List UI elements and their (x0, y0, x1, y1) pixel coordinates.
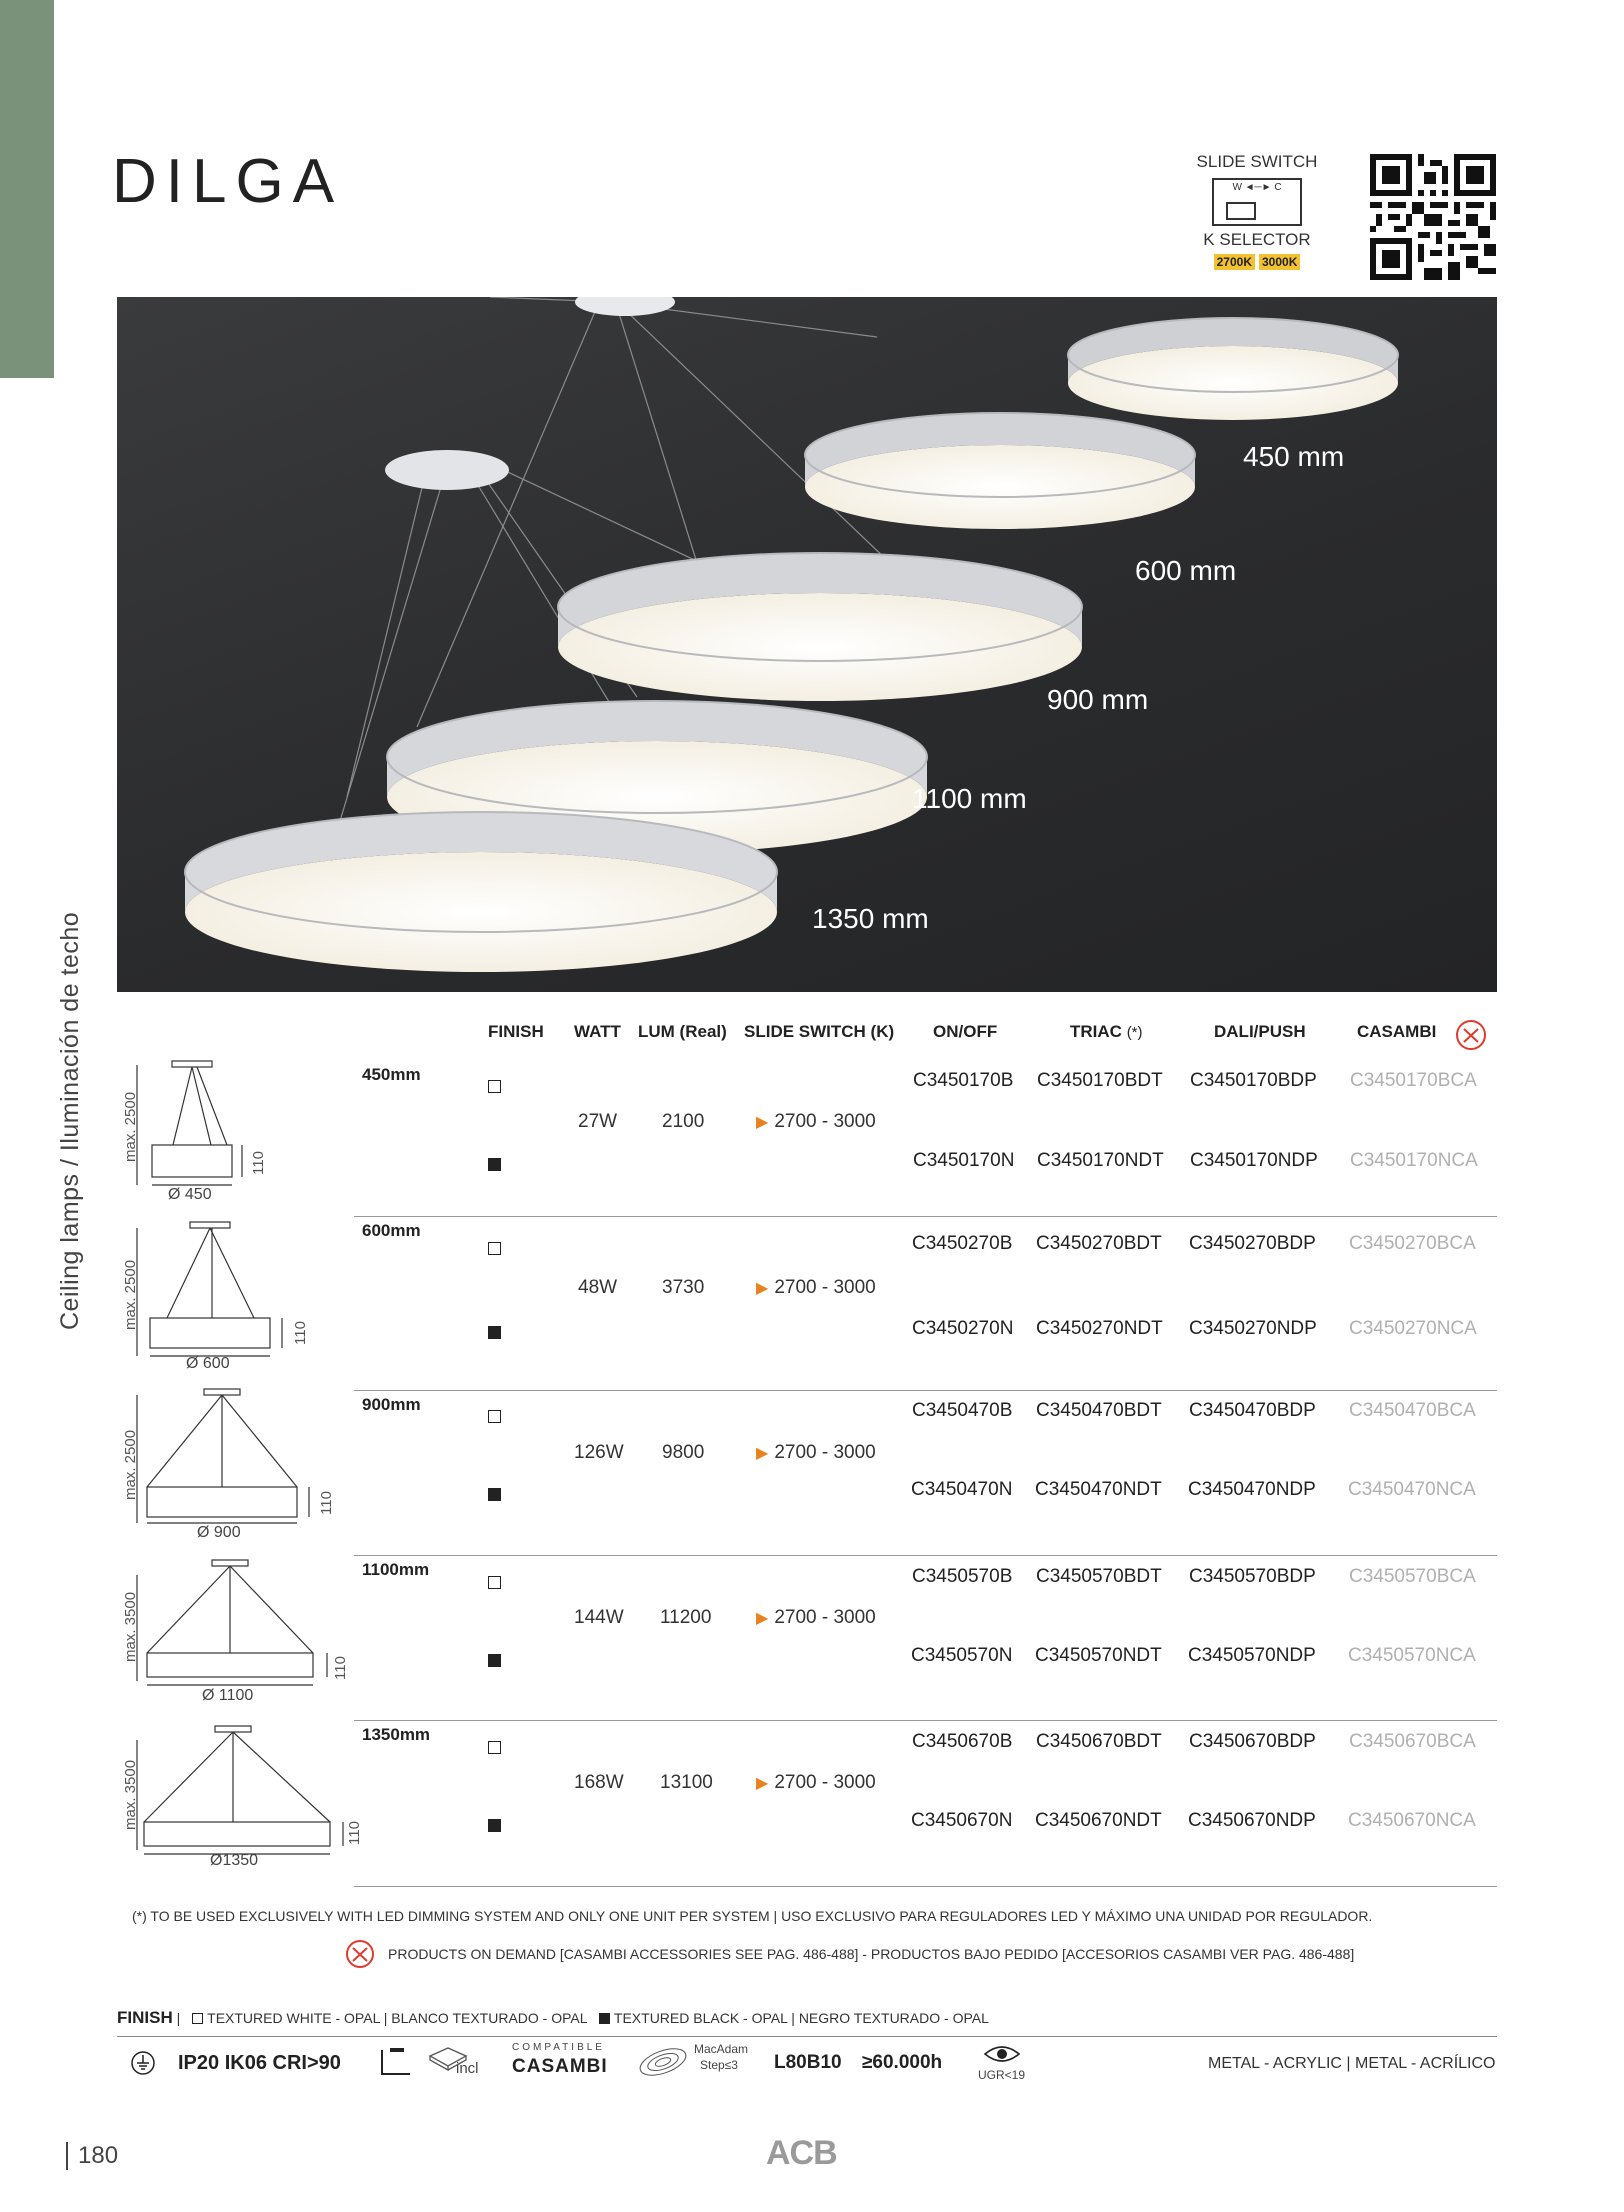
finish-black-icon (488, 1654, 501, 1667)
finish-white-icon (488, 1410, 501, 1423)
header-lum: LUM (Real) (638, 1022, 727, 1041)
diagram-max-label: max. 2500 (122, 1259, 139, 1330)
incl-label: incl (456, 2060, 479, 2077)
code-triac-black: C3450670NDT (1035, 1810, 1162, 1831)
row-size-900: 900mm (362, 1395, 421, 1414)
lum-value: 13100 (660, 1772, 713, 1793)
dimension-diagram-1100 (117, 1555, 367, 1695)
range-label: 2700 - 3000 (774, 1772, 876, 1793)
surface-mount-icon (380, 2046, 412, 2078)
k-badge-3000: 3000K (1259, 254, 1300, 270)
code-triac-white: C3450270BDT (1036, 1233, 1162, 1254)
header-casambi: CASAMBI (1357, 1022, 1437, 1041)
section-title: Ceiling lamps / Iluminación de techo (56, 911, 84, 1330)
triangle-right-icon: ▶ (756, 1610, 769, 1627)
diagram-max-label: max. 2500 (122, 1091, 139, 1162)
code-triac-black: C3450470NDT (1035, 1479, 1162, 1500)
qr-code-icon[interactable] (1370, 154, 1496, 280)
lum-value: 3730 (662, 1277, 705, 1298)
watt-value: 27W (578, 1111, 618, 1132)
header-slide-switch: SLIDE SWITCH (K) (744, 1022, 895, 1041)
range-label: 2700 - 3000 (774, 1442, 876, 1463)
code-casambi-white: C3450670BCA (1349, 1731, 1476, 1752)
code-onoff-white: C3450470B (912, 1400, 1013, 1421)
range-value (756, 1607, 876, 1629)
dimension-diagram-450 (117, 1055, 337, 1200)
finish-white-icon (488, 1080, 501, 1093)
eye-icon (982, 2042, 1022, 2066)
diagram-diameter-label: Ø 900 (197, 1524, 241, 1541)
code-casambi-black: C3450670NCA (1348, 1810, 1476, 1831)
finish-legend: FINISH | TEXTURED WHITE - OPAL | BLANCO TEXTURADO - OPAL TEXTURED BLACK - OPAL | NEGRO TEXTURADO - OPAL (117, 2008, 989, 2027)
code-onoff-white: C3450570B (912, 1566, 1013, 1587)
product-title: DILGA (112, 147, 344, 216)
spec-divider (117, 2036, 1497, 2037)
lum-value: 11200 (660, 1607, 712, 1628)
dimension-diagram-1350 (117, 1720, 377, 1865)
code-triac-white: C3450670BDT (1036, 1731, 1162, 1752)
photo-label-1350: 1350 mm (812, 903, 929, 934)
code-onoff-white: C3450270B (912, 1233, 1013, 1254)
code-dali-black: C3450570NDP (1188, 1645, 1316, 1666)
header-finish: FINISH (488, 1022, 544, 1041)
watt-value: 126W (574, 1442, 624, 1463)
watt-value: 168W (574, 1772, 624, 1793)
code-casambi-white: C3450270BCA (1349, 1233, 1476, 1254)
compatible-label: COMPATIBLE (512, 2042, 605, 2053)
code-casambi-white: C3450570BCA (1349, 1566, 1476, 1587)
code-dali-black: C3450170NDP (1190, 1150, 1318, 1171)
page-number: 180 (66, 2142, 118, 2170)
code-casambi-black: C3450570NCA (1348, 1645, 1476, 1666)
range-value (756, 1772, 876, 1794)
macadam-step: Step≤3 (700, 2058, 738, 2072)
switch-knob-icon (1226, 202, 1256, 220)
code-dali-white: C3450170BDP (1190, 1070, 1317, 1091)
diagram-diameter-label: Ø1350 (210, 1852, 259, 1869)
black-square-icon (599, 2013, 610, 2024)
casambi-on-demand-icon (1454, 1018, 1488, 1052)
casambi-note: PRODUCTS ON DEMAND [CASAMBI ACCESSORIES SEE PAG. 486-488] - PRODUCTOS BAJO PEDIDO [ACCESORIOS CASAMBI VER PAG. 486-488] (388, 1946, 1355, 1962)
on-demand-icon (344, 1938, 376, 1970)
header-triac-label: TRIAC (1070, 1022, 1122, 1041)
triangle-right-icon: ▶ (756, 1280, 769, 1297)
code-dali-white: C3450270BDP (1189, 1233, 1316, 1254)
code-triac-black: C3450170NDT (1037, 1150, 1164, 1171)
row-size-1100: 1100mm (362, 1560, 430, 1579)
casambi-logo: CASAMBI (512, 2056, 608, 2077)
k-badge-2700: 2700K (1214, 254, 1255, 270)
finish-legend-label: FINISH (117, 2008, 173, 2027)
photo-label-450: 450 mm (1243, 441, 1345, 472)
wc-label: W ◄─► C (1232, 182, 1282, 193)
diagram-diameter-label: Ø 450 (168, 1186, 212, 1203)
diagram-height-label: 110 (318, 1491, 335, 1515)
header-watt: WATT (574, 1022, 621, 1041)
code-dali-white: C3450670BDP (1189, 1731, 1316, 1752)
range-label: 2700 - 3000 (774, 1277, 876, 1298)
header-triac-mark: (*) (1126, 1024, 1143, 1041)
row-size-600: 600mm (362, 1221, 421, 1240)
diagram-diameter-label: Ø 1100 (202, 1687, 254, 1704)
photo-label-600: 600 mm (1135, 555, 1237, 586)
diagram-diameter-label: Ø 600 (186, 1355, 230, 1372)
code-triac-white: C3450170BDT (1037, 1070, 1163, 1091)
code-casambi-black: C3450170NCA (1350, 1150, 1478, 1171)
finish-black-text: TEXTURED BLACK - OPAL | NEGRO TEXTURADO - OPAL (613, 2010, 989, 2026)
header-triac (1070, 1022, 1143, 1042)
code-triac-black: C3450570NDT (1035, 1645, 1162, 1666)
code-onoff-black: C3450670N (911, 1810, 1013, 1831)
triangle-right-icon: ▶ (756, 1445, 769, 1462)
range-value (756, 1111, 876, 1133)
diagram-height-label: 110 (292, 1321, 309, 1345)
row-size-450: 450mm (362, 1065, 421, 1084)
code-casambi-black: C3450270NCA (1349, 1318, 1477, 1339)
finish-white-icon (488, 1741, 501, 1754)
triangle-right-icon: ▶ (756, 1114, 769, 1131)
row-divider (354, 1555, 1497, 1556)
code-onoff-black: C3450170N (913, 1150, 1015, 1171)
code-triac-white: C3450570BDT (1036, 1566, 1162, 1587)
photo-label-900: 900 mm (1047, 684, 1149, 715)
ugr-label: UGR<19 (978, 2068, 1026, 2082)
macadam-icon (636, 2042, 690, 2082)
code-dali-white: C3450470BDP (1189, 1400, 1316, 1421)
rings-illustration (117, 297, 1497, 992)
lum-value: 9800 (662, 1442, 705, 1463)
diagram-max-label: max. 3500 (122, 1591, 139, 1662)
code-dali-black: C3450470NDP (1188, 1479, 1316, 1500)
code-onoff-black: C3450470N (911, 1479, 1013, 1500)
earth-ground-icon (130, 2050, 156, 2076)
diagram-height-label: 110 (346, 1821, 363, 1845)
code-casambi-white: C3450470BCA (1349, 1400, 1476, 1421)
finish-black-icon (488, 1326, 501, 1339)
diagram-max-label: max. 2500 (122, 1429, 139, 1500)
range-value (756, 1442, 876, 1464)
code-triac-black: C3450270NDT (1036, 1318, 1163, 1339)
finish-white-icon (488, 1576, 501, 1589)
code-onoff-white: C3450670B (912, 1731, 1013, 1752)
ip-ik-cri-spec: IP20 IK06 CRI>90 (178, 2052, 341, 2074)
watt-value: 144W (574, 1607, 624, 1628)
dimension-diagram-600 (117, 1218, 337, 1368)
white-square-icon (192, 2013, 203, 2024)
finish-black-icon (488, 1158, 501, 1171)
range-label: 2700 - 3000 (774, 1607, 876, 1628)
code-onoff-black: C3450270N (912, 1318, 1014, 1339)
triac-note: (*) TO BE USED EXCLUSIVELY WITH LED DIMMING SYSTEM AND ONLY ONE UNIT PER SYSTEM | USO EXCLUSIVO PARA REGULADORES LED Y MÁXIMO UNA UNIDAD POR REGULADOR. (132, 1908, 1373, 1924)
header-dali: DALI/PUSH (1214, 1022, 1306, 1041)
diagram-height-label: 110 (250, 1151, 267, 1175)
photo-label-1100: 1100 mm (912, 783, 1027, 814)
code-triac-white: C3450470BDT (1036, 1400, 1162, 1421)
material-label: METAL - ACRYLIC | METAL - ACRÍLICO (1208, 2055, 1496, 2072)
code-casambi-black: C3450470NCA (1348, 1479, 1476, 1500)
slide-switch-badge (1192, 152, 1322, 270)
l80-spec: L80B10 (774, 2052, 842, 2073)
row-size-1350: 1350mm (362, 1725, 431, 1744)
lum-value: 2100 (662, 1111, 705, 1132)
code-dali-black: C3450670NDP (1188, 1810, 1316, 1831)
code-onoff-black: C3450570N (911, 1645, 1013, 1666)
watt-value: 48W (578, 1277, 618, 1298)
range-label: 2700 - 3000 (774, 1111, 876, 1132)
finish-black-icon (488, 1819, 501, 1832)
lifetime-spec: ≥60.000h (862, 2052, 943, 2073)
row-divider (354, 1720, 1497, 1721)
row-divider (354, 1886, 1497, 1887)
header-onoff: ON/OFF (933, 1022, 998, 1041)
row-divider (354, 1390, 1497, 1391)
macadam-label: MacAdam (694, 2042, 749, 2056)
slide-switch-icon (1212, 178, 1302, 226)
code-dali-black: C3450270NDP (1189, 1318, 1317, 1339)
finish-black-icon (488, 1488, 501, 1501)
k-selector-label: K SELECTOR (1203, 230, 1311, 249)
brand-logo: ACB (766, 2134, 837, 2172)
code-onoff-white: C3450170B (913, 1070, 1014, 1091)
product-photo (117, 297, 1497, 992)
diagram-height-label: 110 (332, 1656, 349, 1680)
code-dali-white: C3450570BDP (1189, 1566, 1316, 1587)
slide-switch-label: SLIDE SWITCH (1196, 152, 1318, 171)
section-color-tab (0, 0, 54, 378)
row-divider (354, 1216, 1497, 1217)
range-value (756, 1277, 876, 1299)
diagram-max-label: max. 3500 (122, 1759, 139, 1830)
triangle-right-icon: ▶ (756, 1775, 769, 1792)
finish-white-icon (488, 1242, 501, 1255)
code-casambi-white: C3450170BCA (1350, 1070, 1477, 1091)
finish-white-text: TEXTURED WHITE - OPAL | BLANCO TEXTURADO - OPAL (207, 2010, 588, 2026)
